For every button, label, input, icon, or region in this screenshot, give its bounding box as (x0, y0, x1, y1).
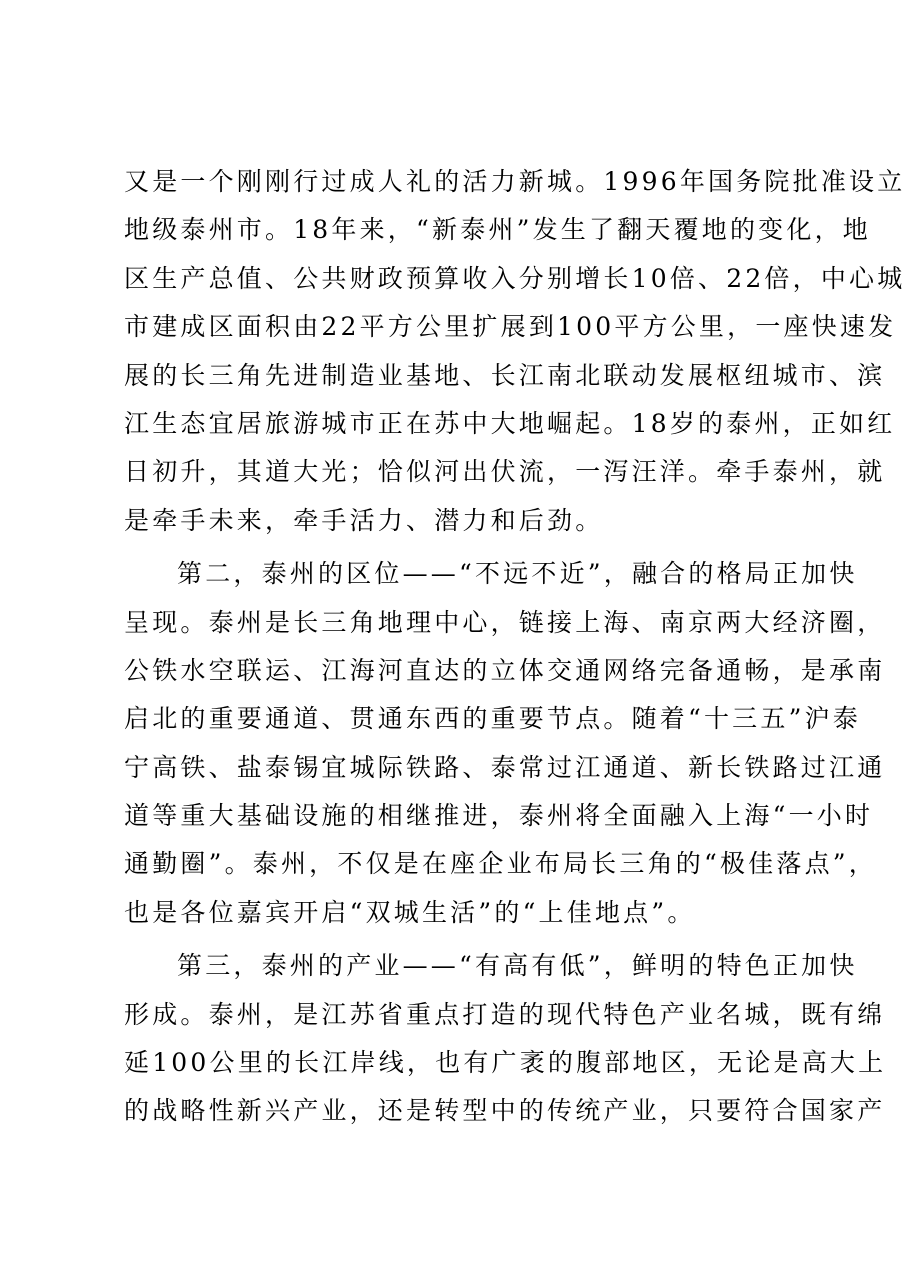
paragraph-2-line-4: 启北的重要通道、贯通东西的重要节点。随着“十三五”沪泰 (124, 704, 861, 734)
paragraph-1-line-1: 又是一个刚刚行过成人礼的活力新城。1996年国务院批准设立 (124, 167, 906, 196)
paragraph-3-line-3: 延100公里的长江岸线，也有广袤的腹部地区，无论是高大上 (124, 1048, 887, 1078)
paragraph-2-line-8: 也是各位嘉宾开启“双城生活”的“上佳地点”。 (124, 897, 696, 927)
paragraph-1-line-5: 展的长三角先进制造业基地、长江南北联动发展枢纽城市、滨 (124, 360, 886, 390)
paragraph-1-line-3: 区生产总值、公共财政预算收入分别增长10倍、22倍，中心城 (124, 263, 906, 293)
paragraph-2-line-6: 道等重大基础设施的相继推进，泰州将全面融入上海“一小时 (124, 801, 874, 831)
document-body (124, 158, 906, 1136)
paragraph-1-line-7: 日初升，其道大光；恰似河出伏流，一泻汪洋。牵手泰州，就 (124, 457, 886, 487)
paragraph-2-line-3: 公铁水空联运、江海河直达的立体交通网络完备通畅，是承南 (124, 655, 886, 685)
paragraph-3-line-2: 形成。泰州，是江苏省重点打造的现代特色产业名城，既有绵 (124, 999, 886, 1029)
paragraph-1-line-6: 江生态宜居旅游城市正在苏中大地崛起。18岁的泰州，正如红 (124, 408, 896, 438)
paragraph-2-line-5: 宁高铁、盐泰锡宜城际铁路、泰常过江通道、新长铁路过江通 (124, 752, 886, 782)
paragraph-3-line-1: 第三，泰州的产业——“有高有低”，鲜明的特色正加快 (177, 951, 858, 981)
paragraph-1-line-4: 市建成区面积由22平方公里扩展到100平方公里，一座快速发 (124, 312, 897, 342)
paragraph-2-line-1: 第二，泰州的区位——“不远不近”，融合的格局正加快 (177, 559, 858, 589)
paragraph-1-line-8: 是牵手未来，牵手活力、潜力和后劲。 (124, 505, 604, 535)
paragraph-2-line-2: 呈现。泰州是长三角地理中心，链接上海、南京两大经济圈， (124, 607, 886, 637)
paragraph-3-line-4: 的战略性新兴产业，还是转型中的传统产业，只要符合国家产 (124, 1096, 886, 1126)
paragraph-1-line-2: 地级泰州市。18年来，“新泰州”发生了翻天覆地的变化，地 (124, 215, 871, 245)
paragraph-2-line-7: 通勤圈”。泰州，不仅是在座企业布局长三角的“极佳落点”， (124, 849, 877, 879)
